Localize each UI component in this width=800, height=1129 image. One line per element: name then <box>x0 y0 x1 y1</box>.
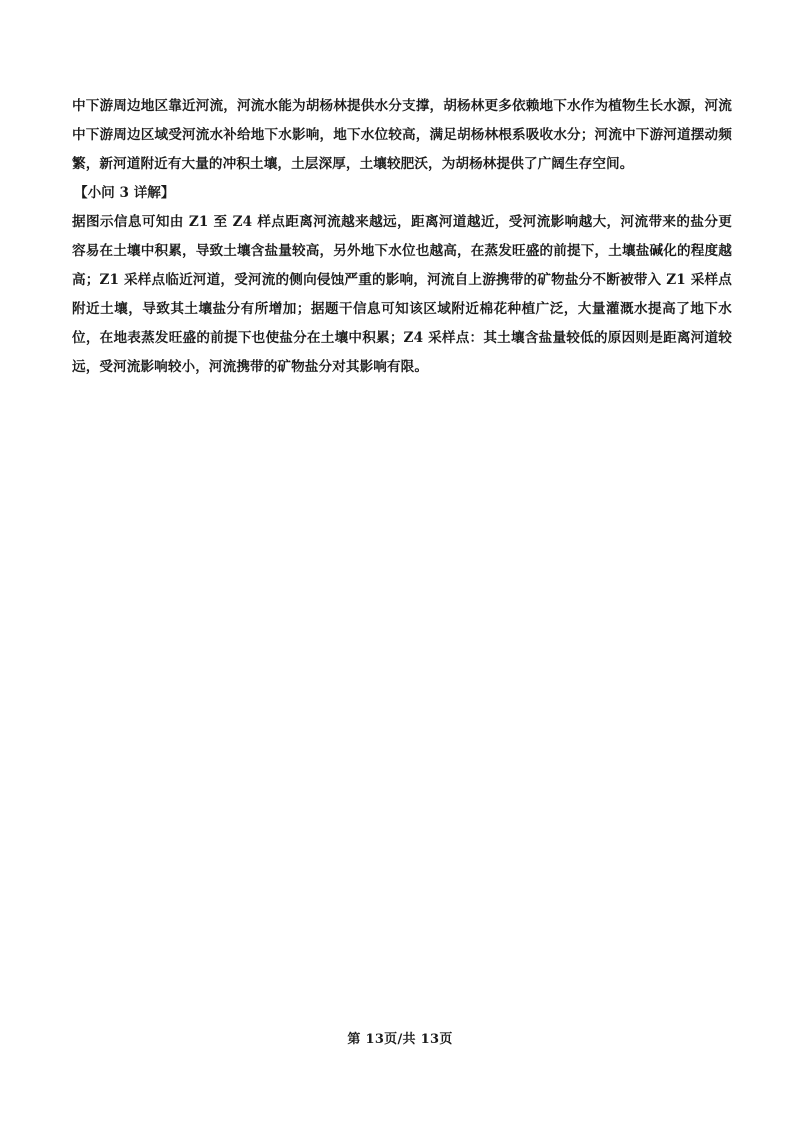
document-body <box>72 92 732 382</box>
page-number-footer: 第 13页/共 13页 <box>347 1032 453 1047</box>
paragraph-1: 中下游周边地区靠近河流，河流水能为胡杨林提供水分支撑，胡杨林更多依赖地下水作为植物生长水源，河流中下游周边区域受河流水补给地下水影响，地下水位较高，满足胡杨林根系吸收水分；河流中下游河道摆动频繁，新河道附近有大量的冲积土壤，土层深厚，土壤较肥沃，为胡杨林提供了广阔生存空间。 <box>72 98 732 172</box>
paragraph-2: 据图示信息可知由 Z1 至 Z4 样点距离河流越来越远，距离河道越近，受河流影响越大，河流带来的盐分更容易在土壤中积累，导致土壤含盐量较高，另外地下水位也越高，在蒸发旺盛的前提下，土壤盐碱化的程度越高；Z1 采样点临近河道，受河流的侧向侵蚀严重的影响，河流自上游携带的矿物盐分不断被带入 Z1 采样点附近土壤，导致其土壤盐分有所增加；据题干信息可知该区域附近棉花种植广泛，大量灌溉水提高了地下水位，在地表蒸发旺盛的前提下也使盐分在土壤中积累；Z4 采样点：其土壤含盐量较低的原因则是距离河道较远，受河流影响较小，河流携带的矿物盐分对其影响有限。 <box>72 214 732 375</box>
section-heading-question-3: 【小问 3 详解】 <box>74 185 175 201</box>
